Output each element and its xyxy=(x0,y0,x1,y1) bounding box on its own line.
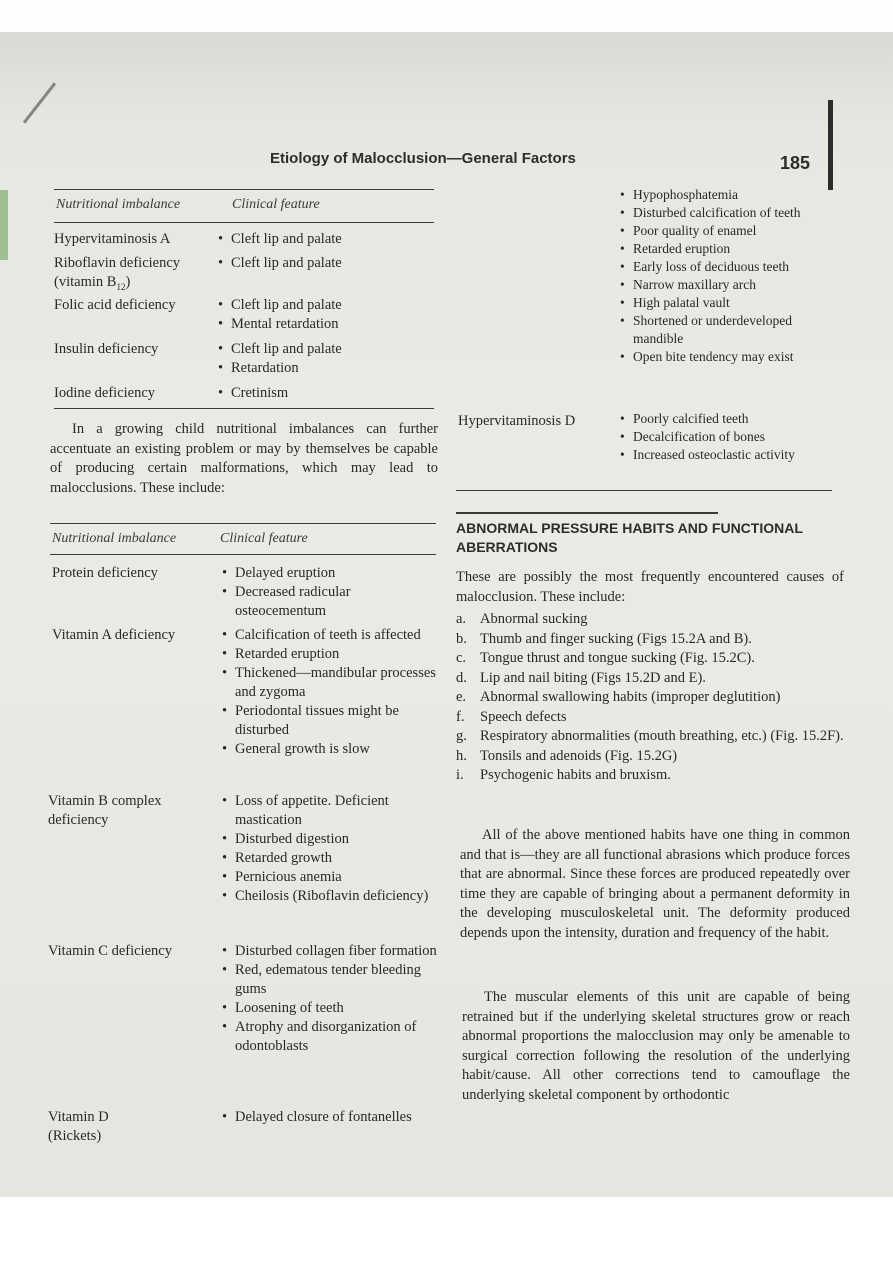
table1-top-rule xyxy=(54,189,434,190)
clinical-feature: • Red, edematous tender bleeding gums xyxy=(222,961,442,999)
table2-header-clinical: Clinical feature xyxy=(220,531,308,546)
clinical-feature: • Periodontal tissues might be disturbed xyxy=(222,702,442,740)
clinical-feature: • High palatal vault xyxy=(620,294,830,312)
nutrient-name: Insulin deficiency xyxy=(54,341,159,357)
clinical-feature: • Open bite tendency may exist xyxy=(620,348,830,366)
list-letter: h. xyxy=(456,747,467,764)
clinical-feature: • Cleft lip and palate xyxy=(218,340,450,359)
clinical-feature: • Retarded eruption xyxy=(222,645,442,664)
nutrient-name: Vitamin A deficiency xyxy=(52,627,176,643)
clinical-feature: • Decalcification of bones xyxy=(620,428,830,446)
list-item xyxy=(456,747,848,767)
clinical-feature: • Delayed closure of fontanelles xyxy=(222,1108,442,1127)
habits-list xyxy=(456,610,848,786)
list-letter: f. xyxy=(456,708,465,725)
intro-paragraph: In a growing child nutritional imbalances can further accentuate an existing problem or may by themselves be capable of producing certain malformations, which may lead to malocclusions. These include: xyxy=(50,421,438,496)
nutrient-name: Hypervitaminosis D xyxy=(458,413,576,429)
nutrient-name: Vitamin B complex deficiency xyxy=(48,793,162,828)
nutrient-name: Riboflavin deficiency (vitamin $B_{12}$) xyxy=(54,255,181,292)
clinical-feature: • Increased osteoclastic activity xyxy=(620,446,830,464)
body-paragraph: The muscular elements of this unit are capable of being retrained but if the underlying skeletal structures grow or reach abnormal proportions the malocclusion may only be amenable to surgical correction following the resolution of the underlying habit/cause. All other corrections tend to camouflage the underlying skeletal component by orthodontic xyxy=(462,989,850,1103)
nutrient-name: Vitamin C deficiency xyxy=(48,943,172,959)
table1-header-clinical: Clinical feature xyxy=(232,197,320,212)
rickets-feature-list xyxy=(620,186,830,366)
list-text: Abnormal swallowing habits (improper deglutition) xyxy=(480,689,781,705)
list-text: Tongue thrust and tongue sucking (Fig. 15.2C). xyxy=(480,650,755,666)
nutrient-name: Vitamin D (Rickets) xyxy=(48,1109,109,1144)
list-text: Abnormal sucking xyxy=(480,611,588,627)
list-letter: a. xyxy=(456,611,467,627)
list-text: Tonsils and adenoids (Fig. 15.2G) xyxy=(480,747,678,764)
page-top-margin xyxy=(0,0,893,32)
clinical-feature: • Shortened or underdeveloped mandible xyxy=(620,312,830,348)
table1-bottom-rule xyxy=(54,408,434,409)
clinical-feature: • Atrophy and disorganization of odontoblasts xyxy=(222,1018,442,1056)
clinical-feature: • Disturbed calcification of teeth xyxy=(620,204,830,222)
table2-header-rule xyxy=(50,554,436,555)
list-item xyxy=(456,649,848,669)
clinical-feature: • Thickened—mandibular processes and zygoma xyxy=(222,664,442,702)
clinical-feature: • Poorly calcified teeth xyxy=(620,410,830,428)
clinical-feature: • Cretinism xyxy=(218,384,450,403)
clinical-feature: • Cleft lip and palate xyxy=(218,230,450,249)
clinical-feature: • Cleft lip and palate xyxy=(218,296,450,315)
clinical-feature: • Pernicious anemia xyxy=(222,868,442,887)
list-letter: e. xyxy=(456,689,467,705)
table2-header-nutritional: Nutritional imbalance xyxy=(52,531,177,546)
body-paragraph: All of the above mentioned habits have one thing in common and that is—they are all functional abrasions which produce forces that are abnormal. Since these forces are produced repeatedly over time they are capable of bringing about a permanent deformity in the developing musculoskeletal unit. The deformity produced depends upon the intensity, duration and frequency of the habit. xyxy=(460,827,850,941)
list-letter: d. xyxy=(456,669,467,686)
clinical-feature: • Mental retardation xyxy=(218,315,450,334)
clinical-feature: • Retarded eruption xyxy=(620,240,830,258)
list-text: Speech defects xyxy=(480,708,567,725)
list-letter: i. xyxy=(456,767,464,783)
clinical-feature: • Disturbed digestion xyxy=(222,830,442,849)
table2-top-rule xyxy=(50,523,436,524)
section-top-rule xyxy=(456,512,718,514)
nutrient-name: Iodine deficiency xyxy=(54,385,156,401)
table2-bottom-rule xyxy=(456,490,832,491)
table1-header-nutritional: Nutritional imbalance xyxy=(56,197,181,212)
section-intro: These are possibly the most frequently encountered causes of malocclusion. These include: xyxy=(456,569,844,605)
clinical-feature: • Cheilosis (Riboflavin deficiency) xyxy=(222,887,442,906)
list-letter: b. xyxy=(456,630,467,647)
running-header: Etiology of Malocclusion—General Factors xyxy=(270,150,576,167)
clinical-feature: • Hypophosphatemia xyxy=(620,186,830,204)
clinical-feature: • Cleft lip and palate xyxy=(218,254,450,273)
list-letter: c. xyxy=(456,650,467,666)
page-number: 185 xyxy=(780,153,811,173)
list-item xyxy=(456,688,848,708)
list-item xyxy=(456,630,848,650)
hypervit-d-feature-list xyxy=(620,410,830,464)
clinical-feature: • Loss of appetite. Deficient mastication xyxy=(222,792,442,830)
list-item xyxy=(456,727,848,747)
clinical-feature: • Decreased radicular osteocementum xyxy=(222,583,442,621)
list-letter: g. xyxy=(456,728,467,744)
clinical-feature: • Delayed eruption xyxy=(222,564,442,583)
table1-header-rule xyxy=(54,222,434,223)
list-item xyxy=(456,708,848,728)
list-item xyxy=(456,766,848,786)
list-text: Respiratory abnormalities (mouth breathing, etc.) (Fig. 15.2F). xyxy=(480,728,844,744)
book-edge-mark xyxy=(0,190,8,260)
list-item xyxy=(456,669,848,689)
clinical-feature: • Poor quality of enamel xyxy=(620,222,830,240)
clinical-feature: • Narrow maxillary arch xyxy=(620,276,830,294)
list-text: Lip and nail biting (Figs 15.2D and E). xyxy=(480,669,706,686)
nutrient-name: Protein deficiency xyxy=(52,565,158,581)
clinical-feature: • Retardation xyxy=(218,359,450,378)
list-text: Thumb and finger sucking (Figs 15.2A and B). xyxy=(480,630,752,647)
page-edge-shadow xyxy=(828,100,833,190)
clinical-feature: • Retarded growth xyxy=(222,849,442,868)
clinical-feature: • Disturbed collagen fiber formation xyxy=(222,942,442,961)
list-text: Psychogenic habits and bruxism. xyxy=(480,767,671,783)
clinical-feature: • General growth is slow xyxy=(222,740,442,759)
nutrient-name: Hypervitaminosis A xyxy=(54,231,171,247)
clinical-feature: • Calcification of teeth is affected xyxy=(222,626,442,645)
clinical-feature: • Loosening of teeth xyxy=(222,999,442,1018)
nutrient-name: Folic acid deficiency xyxy=(54,297,176,313)
section-heading: ABNORMAL PRESSURE HABITS AND FUNCTIONAL ABERRATIONS xyxy=(456,520,803,555)
clinical-feature: • Early loss of deciduous teeth xyxy=(620,258,830,276)
list-item xyxy=(456,610,848,630)
